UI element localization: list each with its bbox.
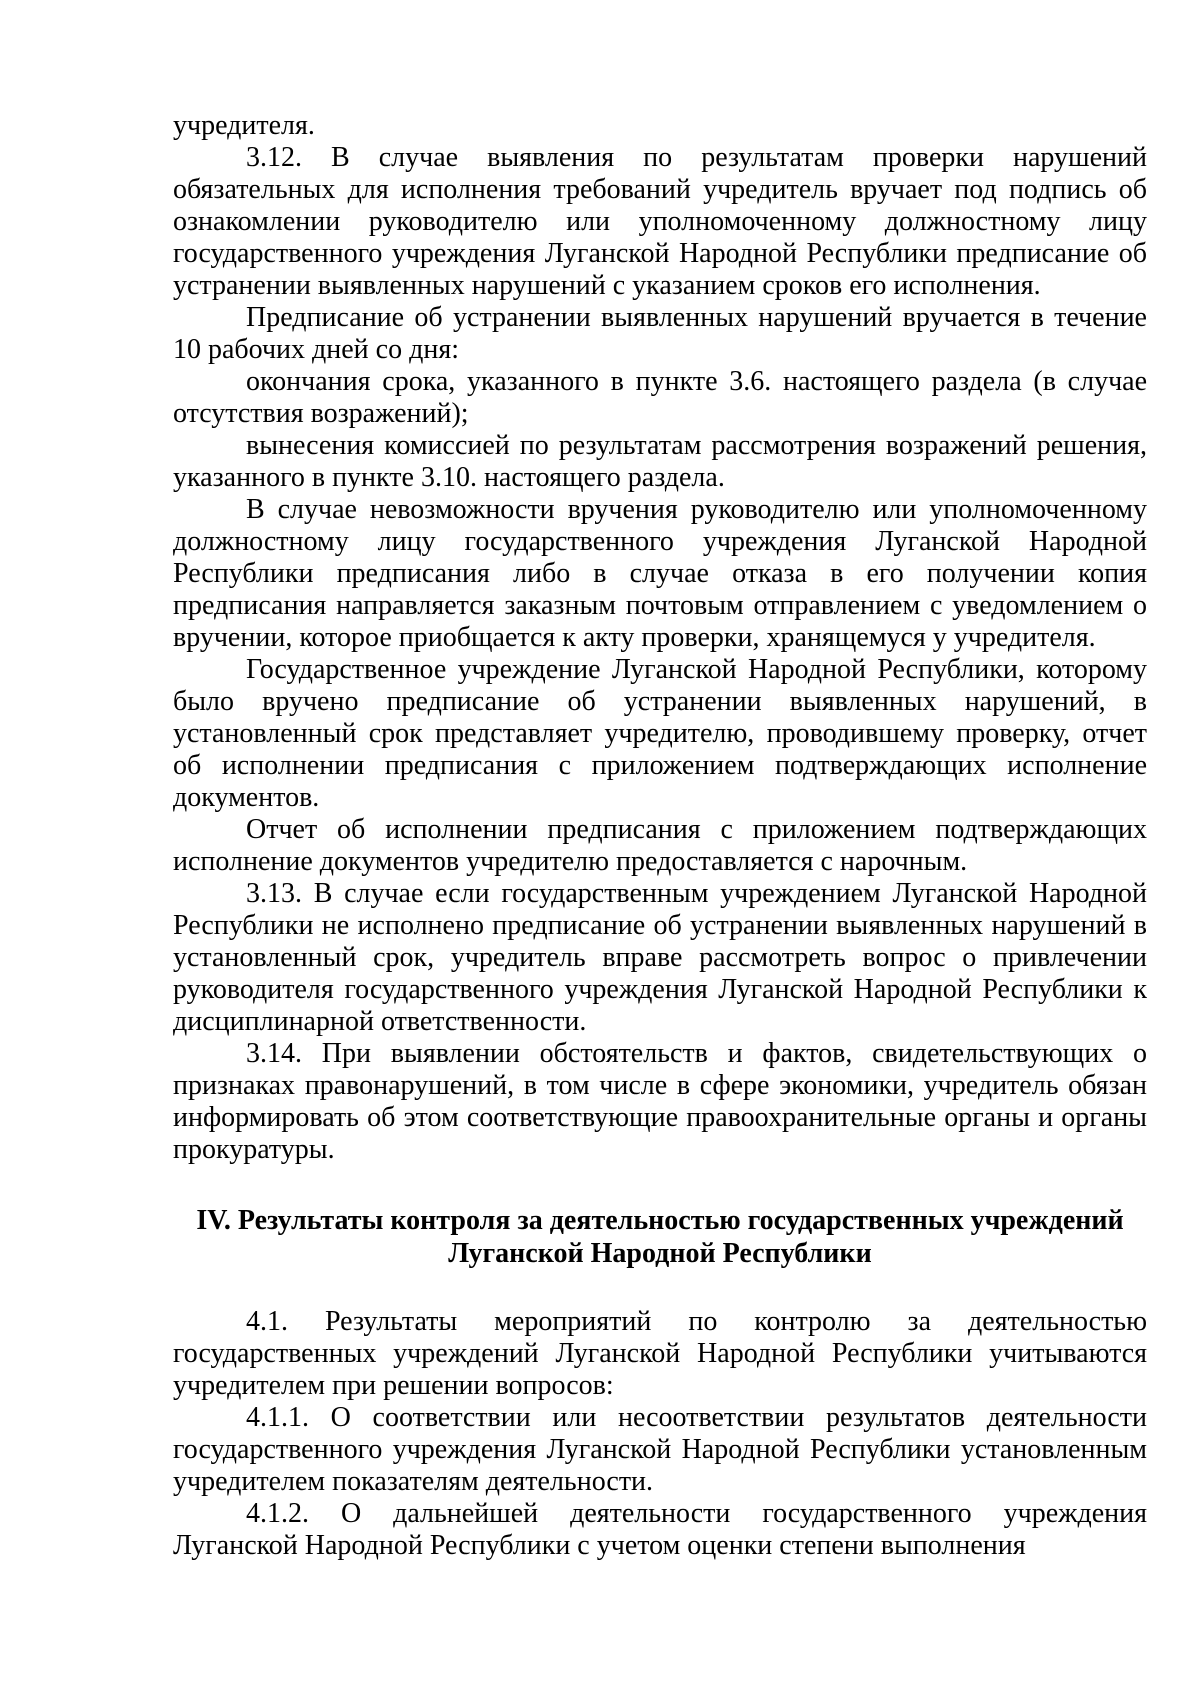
paragraph-continuation: учредителя. xyxy=(173,110,315,141)
section-heading xyxy=(173,1204,1147,1270)
paragraph-term-end: окончания срока, указанного в пункте 3.6. настоящего раздела (в случае отсутствия возражений); xyxy=(173,366,1147,429)
paragraph-delivery-impossible: В случае невозможности вручения руководителю или уполномоченному должностному лицу государственного учреждения Луганской Народной Республики предписания либо в случае отказа в его получении копия предписания направляется заказным почтовым отправлением с уведомлением о вручении, которое приобщается к акту проверки, хранящемуся у учредителя. xyxy=(173,494,1147,653)
paragraph-4-1-2: 4.1.2. О дальнейшей деятельности государственного учреждения Луганской Народной Республики с учетом оценки степени выполнения xyxy=(173,1498,1147,1561)
paragraph-4-1-1: 4.1.1. О соответствии или несоответствии результатов деятельности государственного учреждения Луганской Народной Республики установленным учредителем показателям деятельности. xyxy=(173,1402,1147,1497)
paragraph-3-13: 3.13. В случае если государственным учреждением Луганской Народной Республики не исполнено предписание об устранении выявленных нарушений в установленный срок, учредитель вправе рассмотреть вопрос о привлечении руководителя государственного учреждения Луганской Народной Республики к дисциплинарной ответственности. xyxy=(173,878,1147,1037)
document-page xyxy=(173,110,1147,1562)
paragraph-3-14: 3.14. При выявлении обстоятельств и фактов, свидетельствующих о признаках правонарушений, в том числе в сфере экономики, учредитель обязан информировать об этом соответствующие правоохранительные органы и органы прокуратуры. xyxy=(173,1038,1147,1165)
paragraph-prescription-delivery: Предписание об устранении выявленных нарушений вручается в течение 10 рабочих дней со дня: xyxy=(173,302,1147,365)
paragraph-3-12: 3.12. В случае выявления по результатам проверки нарушений обязательных для исполнения требований учредитель вручает под подпись об ознакомлении руководителю или уполномоченному должностному лицу государственного учреждения Луганской Народной Республики предписание об устранении выявленных нарушений с указанием сроков его исполнения. xyxy=(173,142,1147,301)
section-heading-line-1: IV. Результаты контроля за деятельностью государственных учреждений xyxy=(196,1205,1124,1236)
paragraph-report-delivery: Отчет об исполнении предписания с приложением подтверждающих исполнение документов учредителю предоставляется с нарочным. xyxy=(173,814,1147,877)
paragraph-4-1: 4.1. Результаты мероприятий по контролю за деятельностью государственных учреждений Луганской Народной Республики учитываются учредителем при решении вопросов: xyxy=(173,1306,1147,1401)
paragraph-execution-report: Государственное учреждение Луганской Народной Республики, которому было вручено предписание об устранении выявленных нарушений, в установленный срок представляет учредителю, проводившему проверку, отчет об исполнении предписания с приложением подтверждающих исполнение документов. xyxy=(173,654,1147,813)
section-heading-line-2: Луганской Народной Республики xyxy=(448,1238,872,1269)
paragraph-commission-decision: вынесения комиссией по результатам рассмотрения возражений решения, указанного в пункте 3.10. настоящего раздела. xyxy=(173,430,1147,493)
